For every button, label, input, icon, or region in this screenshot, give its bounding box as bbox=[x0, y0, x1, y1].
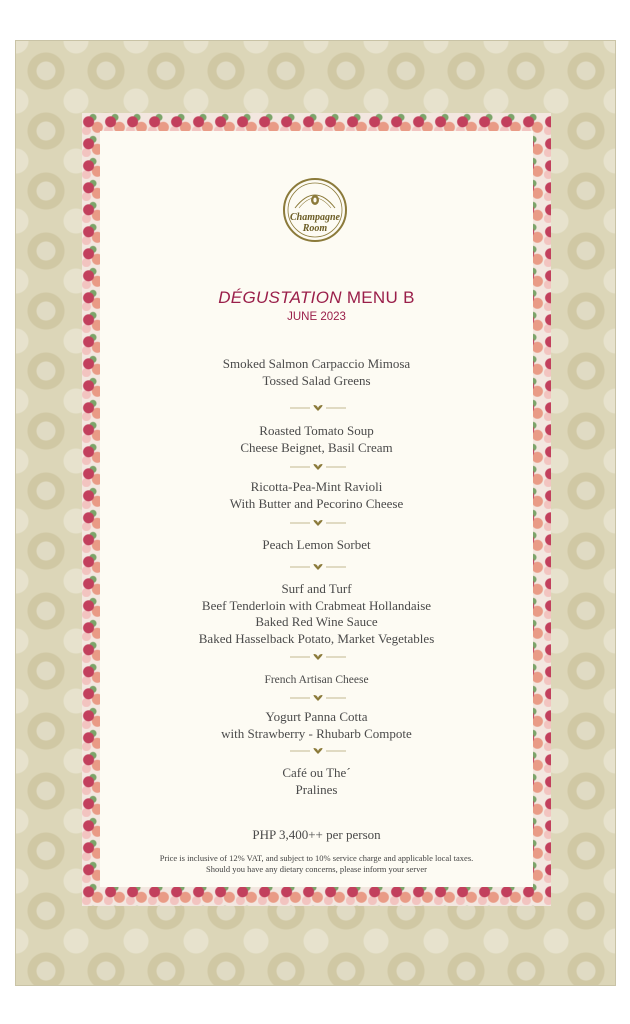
logo-line2: Room bbox=[302, 223, 328, 234]
note-line: Should you have any dietary concerns, please inform your server bbox=[206, 864, 427, 874]
menu-title-italic: DÉGUSTATION bbox=[218, 288, 342, 307]
fleuron-divider-icon bbox=[290, 653, 346, 661]
fleuron-divider-icon bbox=[290, 463, 346, 471]
fleuron-divider-icon bbox=[290, 747, 346, 755]
course-1 bbox=[100, 356, 533, 389]
course-line: Tossed Salad Greens bbox=[262, 372, 371, 388]
course-line: With Butter and Pecorino Cheese bbox=[229, 495, 404, 511]
menu-title bbox=[100, 288, 533, 308]
course-6 bbox=[100, 672, 533, 689]
course-line: Beef Tenderloin with Crabmeat Hollandaise bbox=[201, 597, 432, 613]
course-line: Surf and Turf bbox=[281, 581, 352, 596]
course-3 bbox=[100, 479, 533, 512]
course-line: Peach Lemon Sorbet bbox=[262, 537, 371, 552]
course-8 bbox=[100, 765, 533, 798]
course-2 bbox=[100, 423, 533, 456]
course-7 bbox=[100, 709, 533, 742]
course-line: Baked Red Wine Sauce bbox=[255, 614, 378, 629]
course-4 bbox=[100, 537, 533, 554]
fleuron-divider-icon bbox=[290, 404, 346, 412]
note-line: Price is inclusive of 12% VAT, and subject to 10% service charge and applicable local taxes. bbox=[159, 853, 474, 863]
fleuron-divider-icon bbox=[290, 563, 346, 571]
fleuron-divider-icon bbox=[290, 694, 346, 702]
course-line: French Artisan Cheese bbox=[264, 674, 369, 686]
course-line: Yogurt Panna Cotta bbox=[265, 709, 368, 724]
course-line: Roasted Tomato Soup bbox=[259, 423, 374, 438]
champagne-room-logo-icon bbox=[283, 178, 347, 242]
price-note bbox=[100, 853, 533, 875]
menu-subtitle: JUNE 2023 bbox=[287, 311, 346, 323]
course-line: Ricotta-Pea-Mint Ravioli bbox=[250, 479, 383, 494]
fleuron-divider-icon bbox=[290, 519, 346, 527]
course-line: Cheese Beignet, Basil Cream bbox=[240, 439, 393, 455]
course-line: with Strawberry - Rhubarb Compote bbox=[221, 725, 412, 741]
course-5 bbox=[100, 581, 533, 647]
course-line: Baked Hasselback Potato, Market Vegetables bbox=[198, 630, 435, 646]
logo-line1: Champagne bbox=[289, 212, 341, 223]
price: PHP 3,400++ per person bbox=[252, 827, 381, 842]
course-line: Pralines bbox=[295, 781, 338, 797]
course-line: Smoked Salmon Carpaccio Mimosa bbox=[222, 356, 411, 371]
menu-title-rest: MENU B bbox=[341, 288, 415, 307]
course-line: Café ou The´ bbox=[282, 765, 351, 780]
menu-card bbox=[100, 131, 533, 887]
